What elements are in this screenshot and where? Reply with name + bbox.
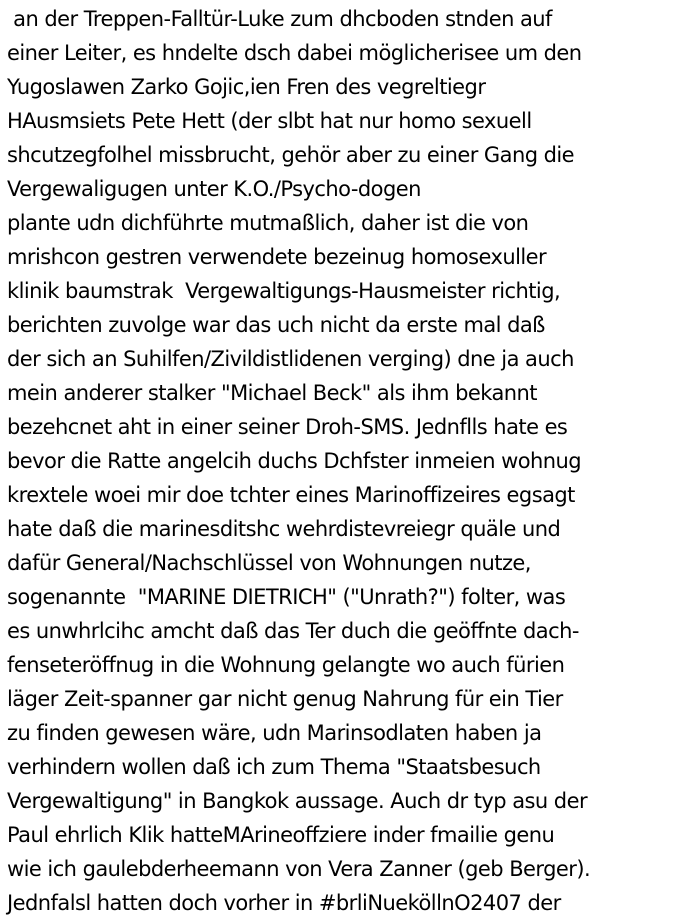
text-line: klinik baumstrak Vergewaltigungs-Hausmeister richtig, [7,279,561,303]
text-line: bevor die Ratte angelcih duchs Dchfster inmeien wohnug [7,449,582,473]
text-line: fenseteröffnug in die Wohnung gelangte wo auch fürien [7,653,565,677]
text-line: Jednfalsl hatten doch vorher in #brliNueköllnO2407 der [7,891,561,915]
text-line: einer Leiter, es hndelte dsch dabei möglicherisee um den [7,41,582,65]
text-line: mein anderer stalker "Michael Beck" als ihm bekannt [7,381,537,405]
text-line: an der Treppen-Falltür-Luke zum dhcboden stnden auf [7,7,552,31]
text-line: verhindern wollen daß ich zum Thema "Staatsbesuch [7,755,541,779]
text-line: sogenannte "MARINE DIETRICH" ("Unrath?") folter, was [7,585,566,609]
text-line: plante udn dichführte mutmaßlich, daher ist die von [7,211,529,235]
text-line: Paul ehrlich Klik hatteMArineoffziere inder fmailie genu [7,823,555,847]
text-line: shcutzegfolhel missbrucht, gehör aber zu einer Gang die [7,143,575,167]
text-line: dafür General/Nachschlüssel von Wohnungen nutze, [7,551,531,575]
text-line: bezehcnet aht in einer seiner Droh-SMS. Jednflls hate es [7,415,568,439]
text-line: läger Zeit-spanner gar nicht genug Nahrung für ein Tier [7,687,563,711]
text-line: HAusmsiets Pete Hett (der slbt hat nur homo sexuell [7,109,532,133]
text-line: hate daß die marinesditshc wehrdistevreiegr quäle und [7,517,561,541]
text-line: es unwhrlcihc amcht daß das Ter duch die geöffnte dach- [7,619,579,643]
text-line: der sich an Suhilfen/Zivildistlidenen verging) dne ja auch [7,347,574,371]
text-line: Vergewaltigung" in Bangkok aussage. Auch dr typ asu der [7,789,588,813]
text-line: krextele woei mir doe tchter eines Marinoffizeires egsagt [7,483,575,507]
text-line: wie ich gaulebderheemann von Vera Zanner (geb Berger). [7,857,591,881]
text-line: berichten zuvolge war das uch nicht da erste mal daß [7,313,545,337]
text-line: Vergewaligugen unter K.O./Psycho-dogen [7,177,421,201]
document-text [7,2,684,920]
text-line: Yugoslawen Zarko Gojic,ien Fren des vegreltiegr [7,75,486,99]
text-line: zu finden gewesen wäre, udn Marinsodlaten haben ja [7,721,542,745]
text-line: mrishcon gestren verwendete bezeinug homosexuller [7,245,547,269]
